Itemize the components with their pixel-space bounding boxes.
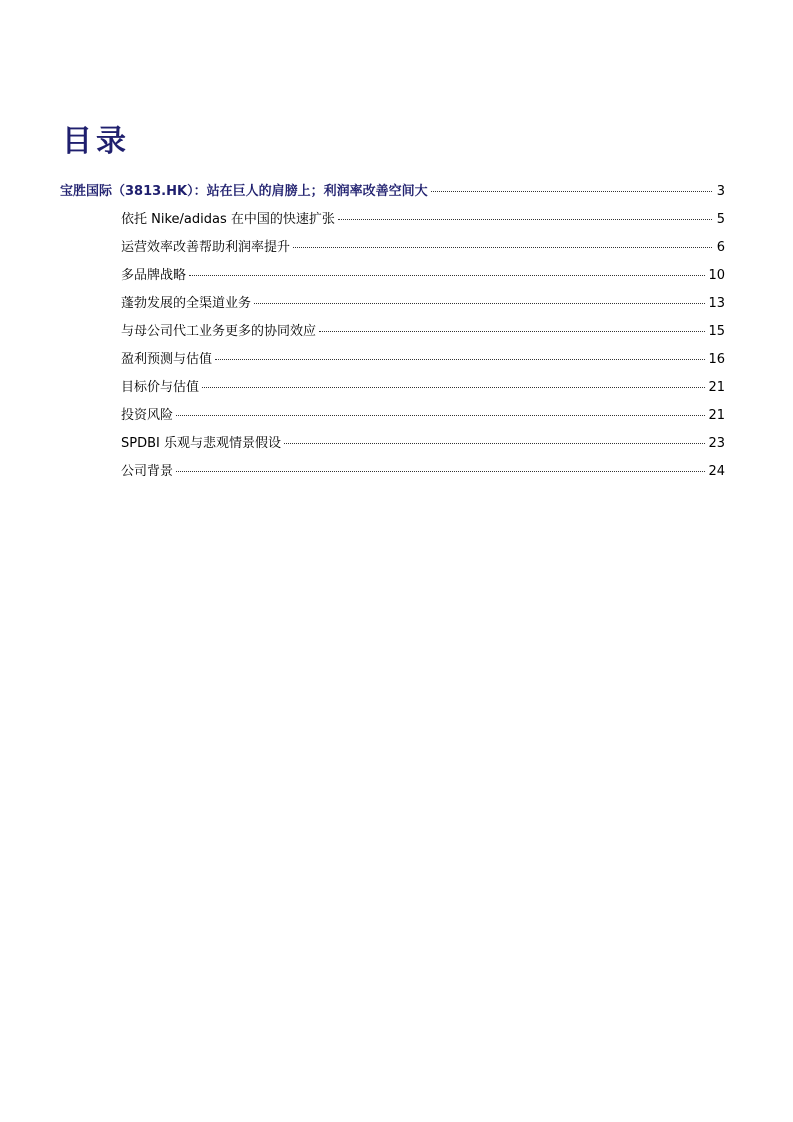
page-title: 目录 [62, 124, 130, 159]
toc-page-number: 16 [708, 352, 725, 367]
dot-leader [254, 303, 705, 304]
toc-entry-label: 蓬勃发展的全渠道业务 [121, 296, 252, 311]
dot-leader [176, 471, 705, 472]
toc-page-number: 13 [708, 296, 725, 311]
table-of-contents [0, 178, 793, 486]
toc-entry[interactable] [0, 318, 725, 346]
dot-leader [189, 275, 705, 276]
toc-entry[interactable] [0, 402, 725, 430]
dot-leader [284, 443, 705, 444]
toc-entry[interactable] [0, 346, 725, 374]
toc-entry[interactable] [0, 262, 725, 290]
toc-entry-label: 公司背景 [121, 464, 174, 479]
toc-page-number: 6 [716, 240, 725, 255]
toc-page-number: 24 [708, 464, 725, 479]
toc-entry[interactable] [0, 234, 725, 262]
toc-page-number: 21 [708, 408, 725, 423]
toc-entry[interactable] [0, 374, 725, 402]
toc-entry[interactable] [0, 430, 725, 458]
toc-page-number: 5 [716, 212, 725, 227]
dot-leader [293, 247, 712, 248]
toc-entry[interactable] [0, 206, 725, 234]
toc-entry-label: 依托 Nike/adidas 在中国的快速扩张 [121, 212, 335, 227]
toc-entry-label: 多品牌战略 [121, 268, 187, 283]
toc-entry[interactable] [0, 458, 725, 486]
dot-leader [431, 191, 712, 192]
toc-page-number: 10 [708, 268, 725, 283]
toc-entry-label: 盈利预测与估值 [121, 352, 213, 367]
toc-page-number: 23 [708, 436, 725, 451]
toc-page-number: 21 [708, 380, 725, 395]
toc-page-number: 15 [708, 324, 725, 339]
toc-entry[interactable] [0, 290, 725, 318]
dot-leader [215, 359, 705, 360]
dot-leader [319, 331, 705, 332]
toc-page-number: 3 [716, 184, 725, 199]
toc-entry-label: 运营效率改善帮助利润率提升 [121, 240, 291, 255]
toc-entry[interactable] [0, 178, 725, 206]
dot-leader [176, 415, 705, 416]
toc-entry-label: SPDBI 乐观与悲观情景假设 [121, 436, 281, 451]
toc-entry-label: 宝胜国际（3813.HK）：站在巨人的肩膀上；利润率改善空间大 [60, 184, 428, 199]
toc-entry-label: 投资风险 [121, 408, 174, 423]
toc-entry-label: 与母公司代工业务更多的协同效应 [121, 324, 317, 339]
dot-leader [202, 387, 705, 388]
toc-entry-label: 目标价与估值 [121, 380, 200, 395]
dot-leader [338, 219, 712, 220]
